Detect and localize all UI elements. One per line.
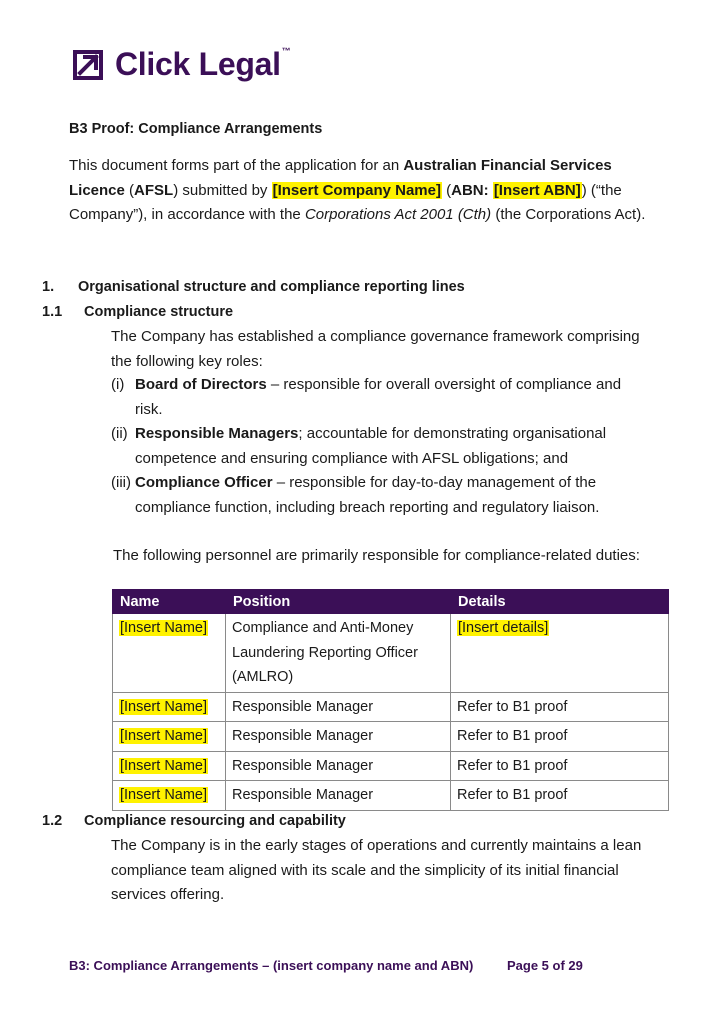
table-cell: [Insert Name] xyxy=(113,614,226,693)
roles-list xyxy=(111,373,631,520)
arrow-box-icon xyxy=(71,48,105,82)
table-row xyxy=(113,692,669,722)
table-cell: [Insert Name] xyxy=(113,722,226,752)
company-name-placeholder: [Insert Company Name] xyxy=(272,181,441,199)
section-1-2-heading: 1.2 Compliance resourcing and capability xyxy=(42,813,346,829)
table-cell: Refer to B1 proof xyxy=(451,692,669,722)
list-item: (iii) Compliance Officer – responsible for day-to-day management of the compliance function, including breach reporting and regulatory liaison. xyxy=(111,474,600,516)
table-cell: Compliance and Anti-Money Laundering Reporting Officer (AMLRO) xyxy=(226,614,451,693)
table-cell: Refer to B1 proof xyxy=(451,751,669,781)
column-header-position: Position xyxy=(226,590,451,614)
table-cell: Responsible Manager xyxy=(226,751,451,781)
table-cell: Refer to B1 proof xyxy=(451,722,669,752)
table-cell: Responsible Manager xyxy=(226,722,451,752)
section-1-1-body: The Company has established a compliance governance framework comprising the following key roles: xyxy=(111,328,640,370)
footer-document-label: B3: Compliance Arrangements – (insert company name and ABN) xyxy=(69,958,474,973)
table-row xyxy=(113,614,669,693)
table-cell: [Insert Name] xyxy=(113,692,226,722)
personnel-table xyxy=(112,589,669,811)
intro-paragraph: This document forms part of the application for an Australian Financial Services Licence (AFSL) submitted by [Insert Company Name] (ABN: [Insert ABN]) (“the Company”), in accordance with the Corporations Act 2001 (Cth) (the Corporations Act). xyxy=(69,157,646,223)
list-item: (i) Board of Directors – responsible for overall oversight of compliance and risk. xyxy=(111,376,622,418)
logo-text: Click Legal xyxy=(115,46,281,82)
abn-placeholder: [Insert ABN] xyxy=(493,181,581,199)
table-cell: Responsible Manager xyxy=(226,692,451,722)
table-cell: [Insert details] xyxy=(451,614,669,693)
personnel-intro: The following personnel are primarily responsible for compliance-related duties: xyxy=(113,547,640,564)
page-number: Page 5 of 29 xyxy=(507,958,583,973)
table-row xyxy=(113,722,669,752)
table-cell: [Insert Name] xyxy=(113,781,226,811)
section-1-heading: 1. Organisational structure and compliance reporting lines xyxy=(42,279,465,295)
table-cell: Responsible Manager xyxy=(226,781,451,811)
brand-logo xyxy=(71,46,291,83)
logo-trademark: ™ xyxy=(281,45,291,56)
section-1-2-body: The Company is in the early stages of operations and currently maintains a lean compliance team aligned with its scale and the simplicity of its initial financial services offering. xyxy=(111,837,642,903)
section-1-1-heading: 1.1 Compliance structure xyxy=(42,304,234,320)
table-header-row xyxy=(113,590,669,614)
column-header-details: Details xyxy=(451,590,669,614)
table-cell: [Insert Name] xyxy=(113,751,226,781)
document-title: B3 Proof: Compliance Arrangements xyxy=(69,121,323,137)
table-row xyxy=(113,781,669,811)
table-cell: Refer to B1 proof xyxy=(451,781,669,811)
table-row xyxy=(113,751,669,781)
column-header-name: Name xyxy=(113,590,226,614)
list-item: (ii) Responsible Managers; accountable for demonstrating organisational competence and ensuring compliance with AFSL obligations; and xyxy=(111,425,607,467)
